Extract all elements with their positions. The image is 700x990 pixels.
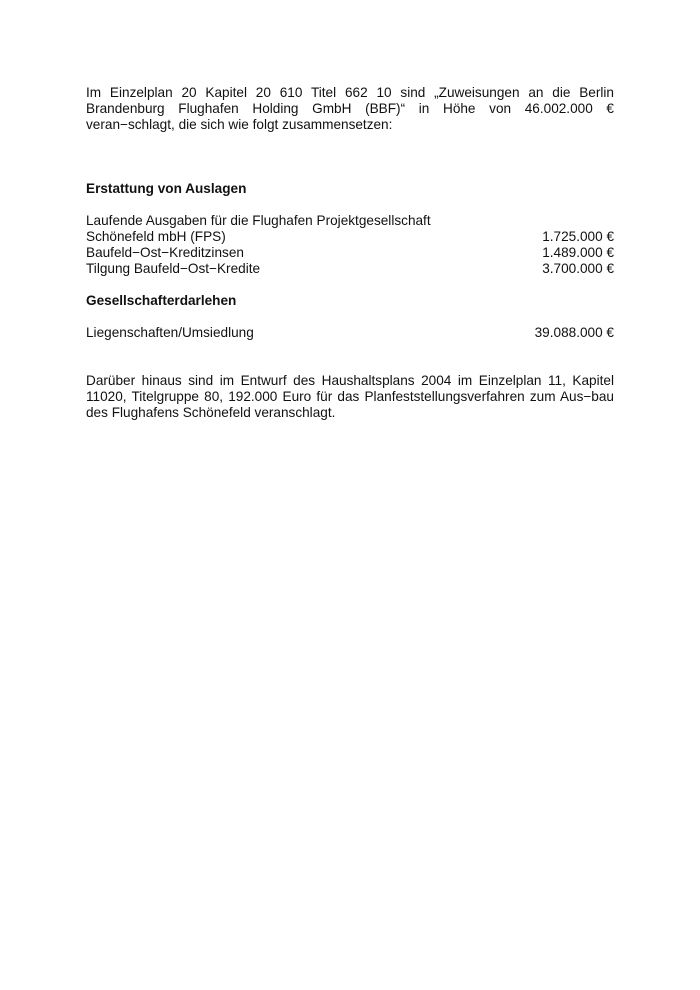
line-item-amount: 1.725.000 € (542, 229, 614, 244)
line-item-amount: 3.700.000 € (542, 261, 614, 276)
document-page (86, 85, 614, 421)
line-item-amount: 39.088.000 € (534, 325, 614, 340)
line-item-amount: 1.489.000 € (542, 245, 614, 260)
line-item-label: Laufende Ausgaben für die Flughafen Projektgesellschaft (86, 213, 431, 228)
line-item (86, 229, 614, 245)
line-item (86, 245, 614, 261)
line-item-label: Schönefeld mbH (FPS) (86, 229, 226, 244)
erstattung-list (86, 213, 614, 277)
intro-paragraph: Im Einzelplan 20 Kapitel 20 610 Titel 662 10 sind „Zuweisungen an die Berlin Brandenburg Flughafen Holding GmbH (BBF)“ in Höhe von 46.002.000 € veran−schlagt, die sich wie folgt zusammensetzen: (86, 85, 614, 132)
outro-paragraph: Darüber hinaus sind im Entwurf des Haushaltsplans 2004 im Einzelplan 11, Kapitel 11020, Titelgruppe 80, 192.000 Euro für das Planfeststellungsverfahren zum Aus−bau des Flughafens Schönefeld veranschlagt. (86, 373, 614, 420)
section-heading-erstattung: Erstattung von Auslagen (86, 181, 247, 196)
line-item-label: Liegenschaften/Umsiedlung (86, 325, 254, 340)
section-heading-gesellschafterdarlehen: Gesellschafterdarlehen (86, 293, 237, 308)
gesellschafterdarlehen-list (86, 325, 614, 341)
line-item-label: Baufeld−Ost−Kreditzinsen (86, 245, 244, 260)
line-item (86, 213, 614, 229)
line-item (86, 325, 614, 341)
line-item-label: Tilgung Baufeld−Ost−Kredite (86, 261, 261, 276)
line-item (86, 261, 614, 277)
